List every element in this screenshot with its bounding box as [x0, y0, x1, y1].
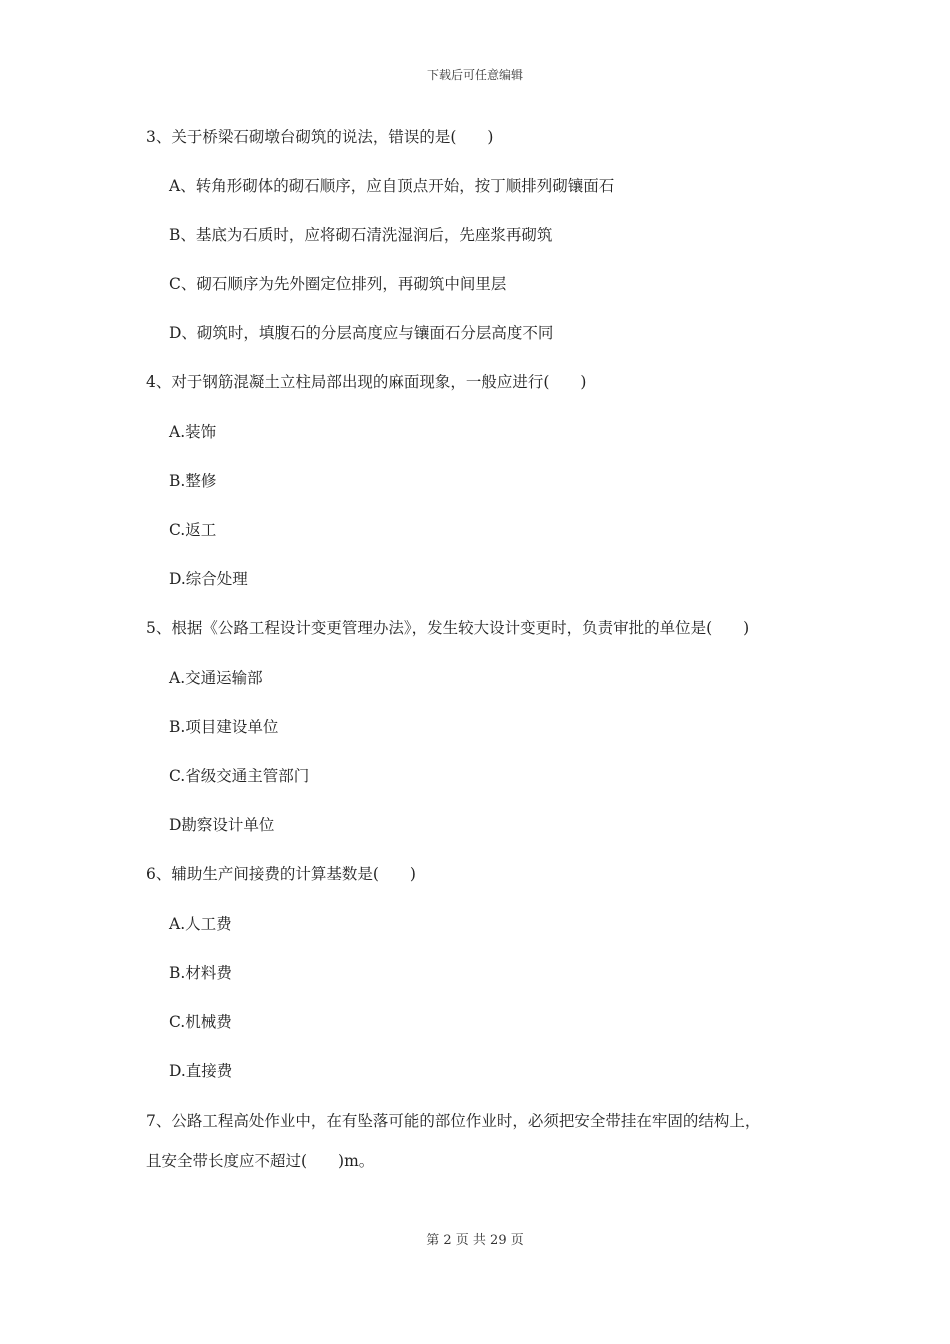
question-3-option-d: D、砌筑时，填腹石的分层高度应与镶面石分层高度不同: [169, 324, 554, 342]
question-6-option-b: B.材料费: [169, 964, 232, 982]
question-3-option-c: C、砌石顺序为先外圈定位排列，再砌筑中间里层: [169, 275, 507, 293]
question-6-option-d: D.直接费: [169, 1062, 233, 1080]
question-6-stem: 6、辅助生产间接费的计算基数是( ): [146, 865, 416, 883]
question-7-stem-line-2: 且安全带长度应不超过( )m。: [146, 1152, 375, 1170]
question-4-option-b: B.整修: [169, 472, 217, 490]
question-3-option-a: A、转角形砌体的砌石顺序，应自顶点开始，按丁顺排列砌镶面石: [169, 177, 615, 195]
question-5-option-b: B.项目建设单位: [169, 718, 279, 736]
question-4-option-c: C.返工: [169, 521, 217, 539]
question-5-option-a: A.交通运输部: [169, 669, 263, 687]
question-6-option-a: A.人工费: [169, 915, 232, 933]
question-7-stem-line-1: 7、公路工程高处作业中，在有坠落可能的部位作业时，必须把安全带挂在牢固的结构上，: [146, 1112, 761, 1130]
question-5-option-c: C.省级交通主管部门: [169, 767, 310, 785]
question-3-stem: 3、关于桥梁石砌墩台砌筑的说法，错误的是( ): [146, 128, 494, 146]
question-3-option-b: B、基底为石质时，应将砌石清洗湿润后，先座浆再砌筑: [169, 226, 553, 244]
page-footer: 第 2 页 共 29 页: [426, 1233, 524, 1248]
question-4-option-d: D.综合处理: [169, 570, 248, 588]
page-header: 下载后可任意编辑: [426, 68, 523, 82]
question-5-option-d: D勘察设计单位: [169, 816, 275, 834]
question-4-stem: 4、对于钢筋混凝土立柱局部出现的麻面现象，一般应进行( ): [146, 373, 587, 391]
question-4-option-a: A.装饰: [169, 423, 217, 441]
question-6-option-c: C.机械费: [169, 1013, 232, 1031]
question-5-stem: 5、根据《公路工程设计变更管理办法》，发生较大设计变更时，负责审批的单位是( ): [146, 619, 750, 637]
